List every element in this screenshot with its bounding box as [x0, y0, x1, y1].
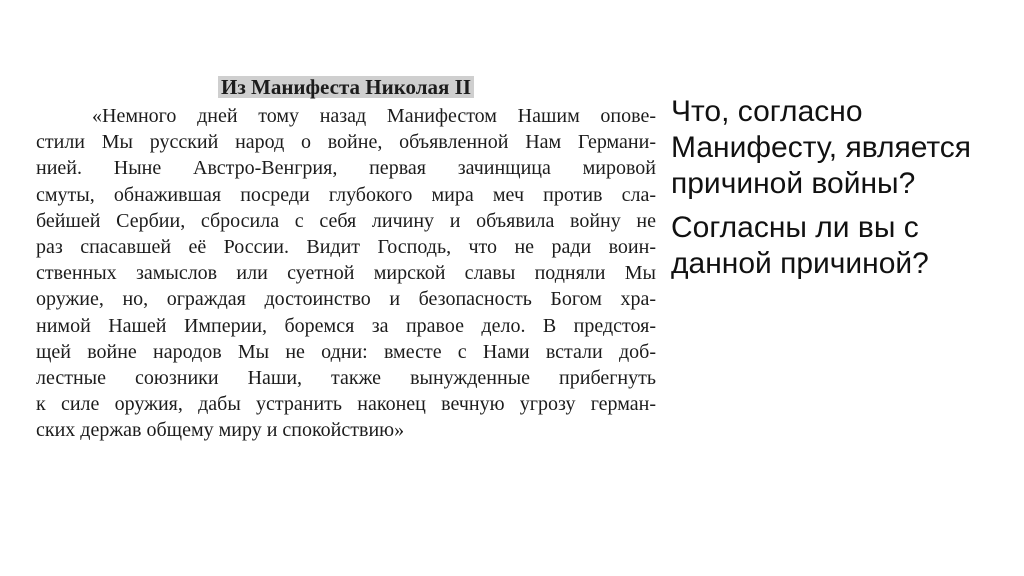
excerpt-line: оружие, но, ограждая достоинство и безопасность Богом хра- [36, 288, 656, 311]
excerpt-line: нимой Нашей Империи, боремся за правое дело. В предстоя- [36, 314, 656, 337]
excerpt-line: щей войне народов Мы не одни: вместе с Нами встали доб- [36, 340, 656, 363]
excerpt-line: бейшей Сербии, сбросила с себя личину и объявила войну не [36, 209, 656, 232]
question-cause-of-war: Что, согласно Манифесту, является причиной войны? [671, 95, 972, 200]
excerpt-line: раз спасавшей её России. Видит Господь, что не ради воин- [36, 236, 656, 259]
excerpt-line: ственных замыслов или суетной мирской славы подняли Мы [36, 262, 656, 285]
questions [671, 94, 1011, 290]
excerpt-line: ских держав общему миру и спокойствию» [36, 419, 405, 442]
manifesto-excerpt [36, 76, 656, 444]
excerpt-line: «Немного дней тому назад Манифестом Нашим опове- [92, 105, 656, 127]
excerpt-line: смуты, обнажившая посреди глубокого мира меч против сла- [36, 183, 656, 206]
excerpt-title-text: Из Манифеста Николая II [218, 76, 474, 98]
question-agreement: Согласны ли вы с данной причиной? [671, 211, 929, 280]
excerpt-line: нией. Ныне Австро-Венгрия, первая зачинщица мировой [36, 157, 656, 180]
excerpt-line: лестные союзники Наши, также вынужденные прибегнуть [36, 367, 656, 390]
excerpt-line: к силе оружия, дабы устранить наконец вечную угрозу герман- [36, 393, 656, 416]
excerpt-title [36, 76, 656, 99]
excerpt-line: стили Мы русский народ о войне, объявленной Нам Германи- [36, 131, 656, 154]
